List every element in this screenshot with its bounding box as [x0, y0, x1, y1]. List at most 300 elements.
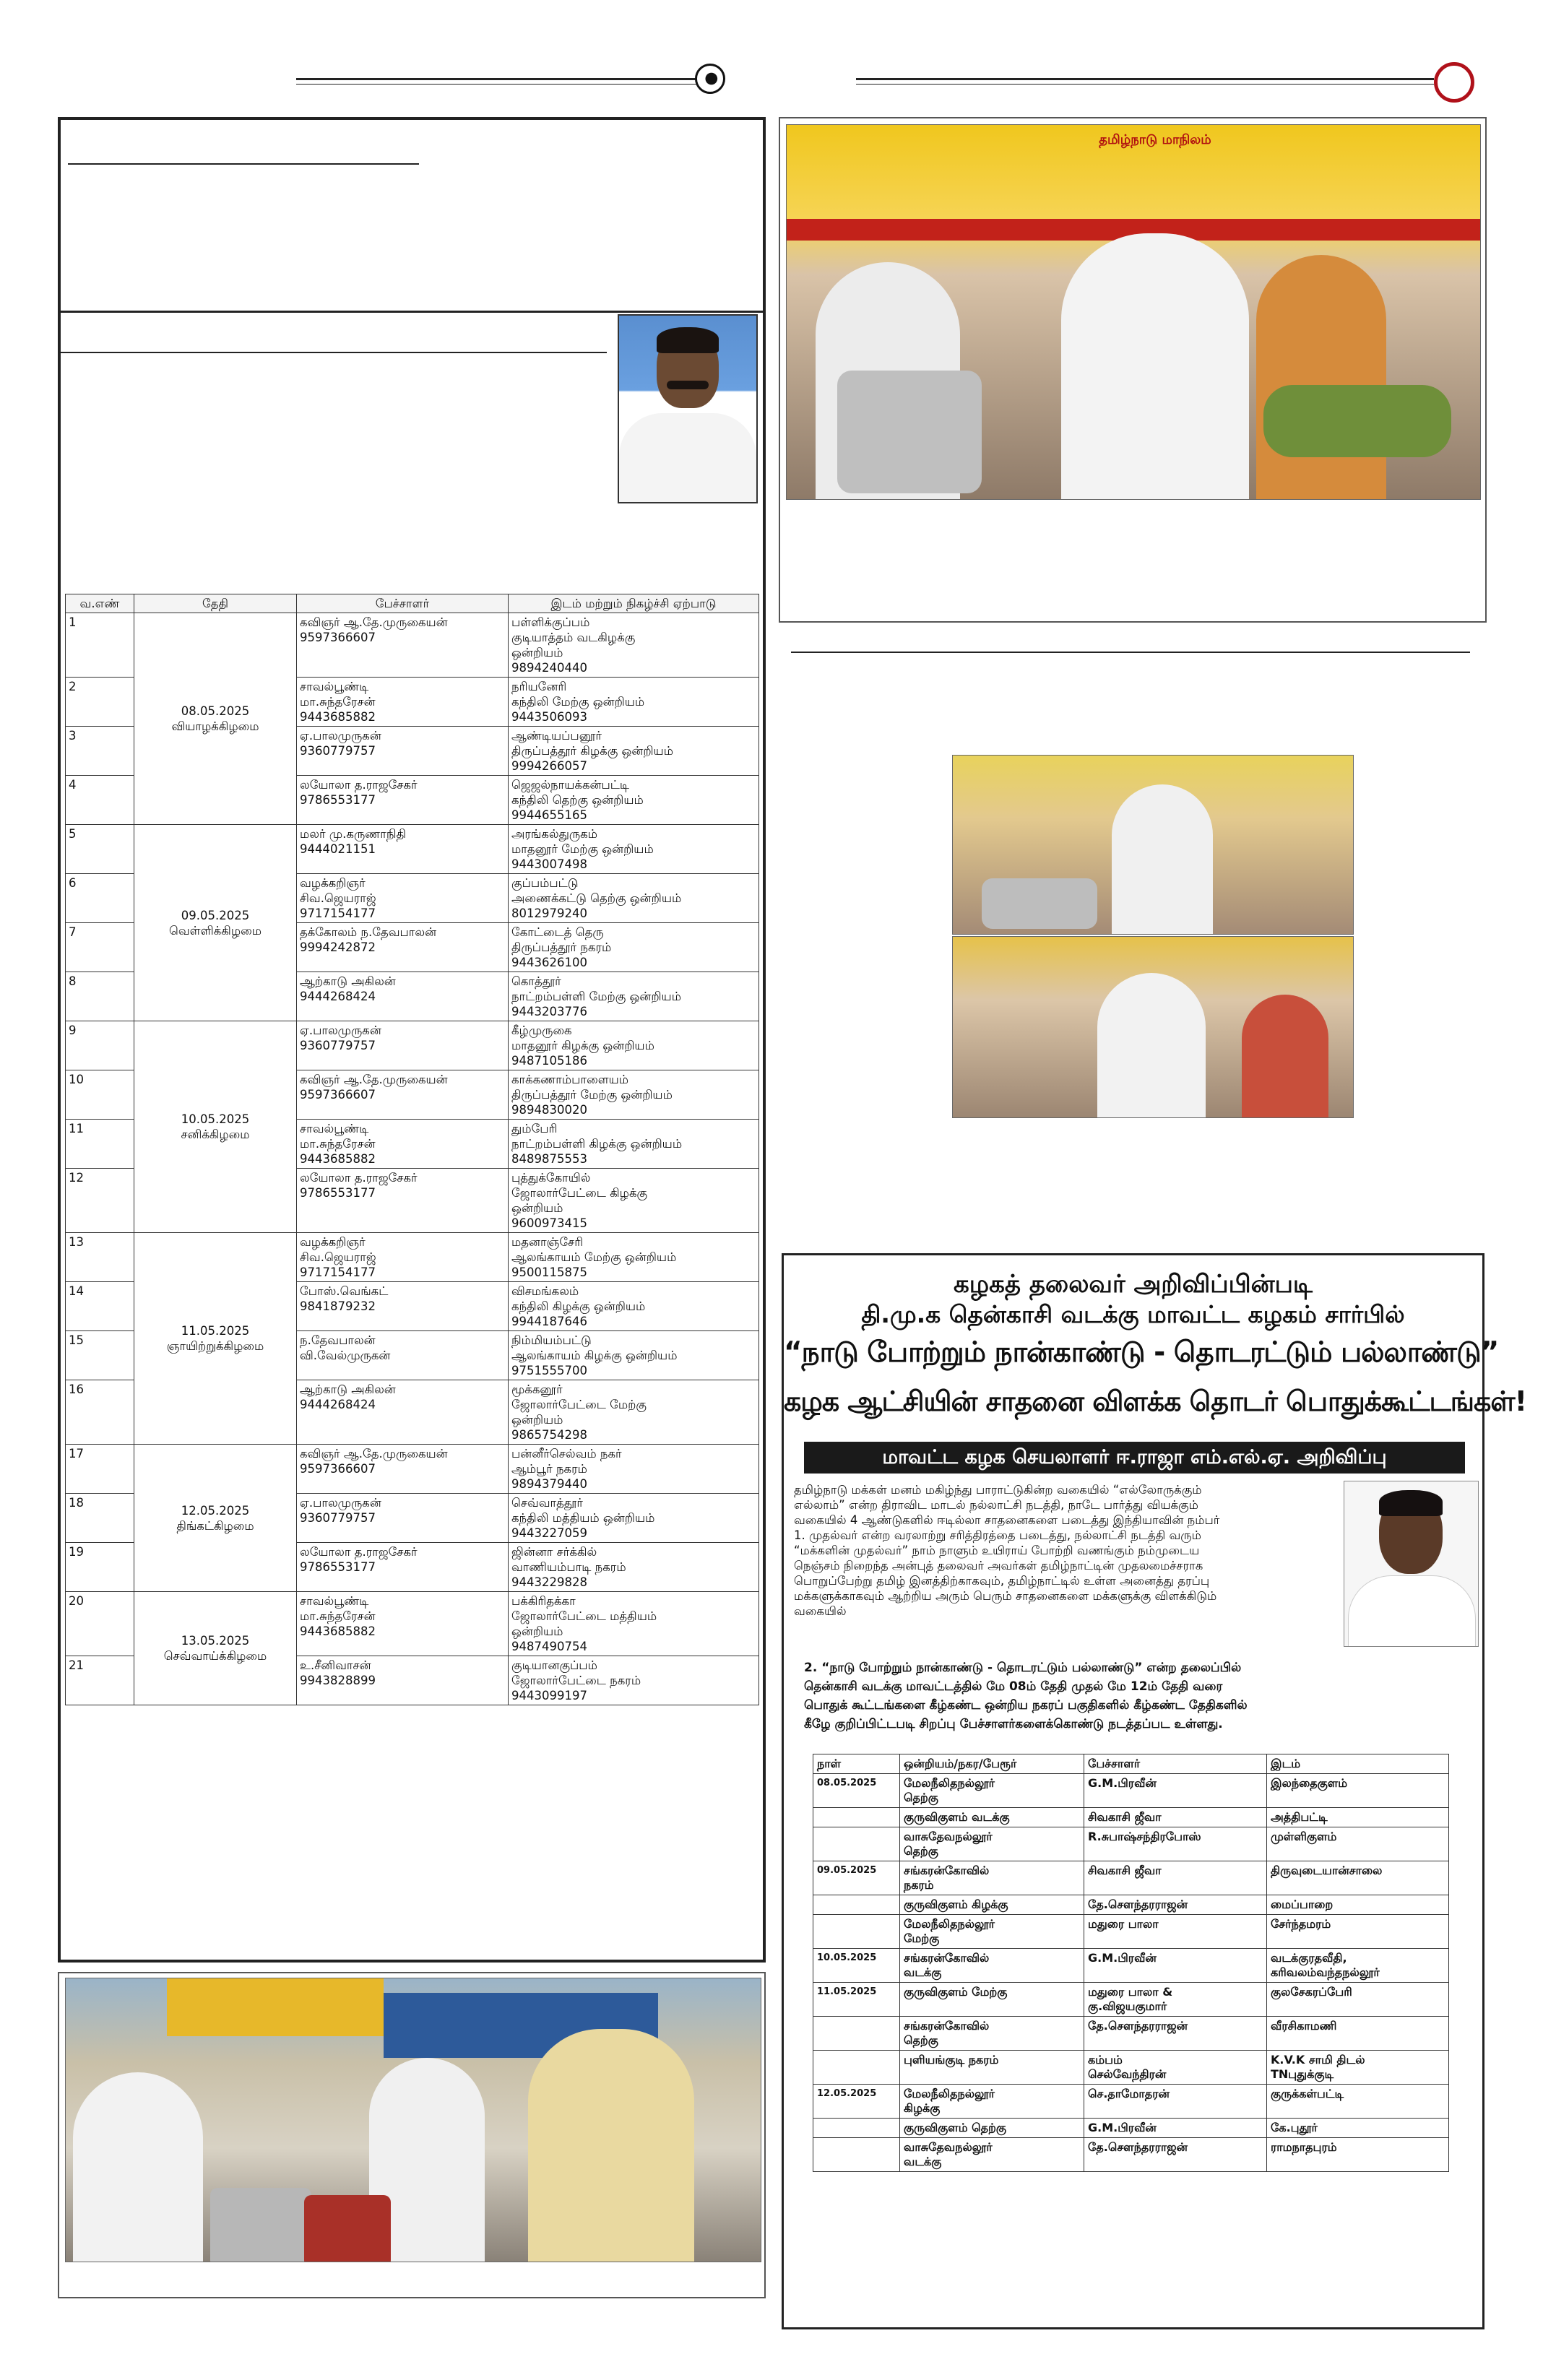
prog-union — [900, 1861, 1084, 1895]
notice-portrait-hair — [1379, 1490, 1443, 1516]
row-speaker — [297, 1543, 509, 1592]
cell-line: G.M.பிரவீன் — [1088, 1776, 1157, 1790]
row-serial: 12 — [66, 1169, 134, 1233]
prog-date: 12.05.2025 — [813, 2085, 900, 2119]
masthead-ring-icon — [1434, 62, 1474, 103]
cell-line: 9443203776 — [511, 1005, 587, 1018]
cell-line: நிம்மியம்பட்டு — [511, 1333, 592, 1347]
row-date — [134, 825, 297, 1021]
row-place — [509, 874, 759, 923]
cell-line: திருப்பத்தூர் நகரம் — [511, 940, 612, 954]
prog-col-speaker: பேச்சாளர் — [1084, 1754, 1267, 1774]
prog-place — [1267, 2051, 1449, 2085]
portrait-hair — [657, 327, 719, 353]
row-speaker — [297, 1445, 509, 1494]
cell-line: 9443685882 — [300, 1624, 376, 1638]
cell-line: கவிஞர் ஆ.தே.முருகையன் — [300, 1447, 448, 1461]
cell-line: 9500115875 — [511, 1265, 587, 1279]
cell-line: புளியங்குடி நகரம் — [904, 2053, 999, 2067]
person-yellow-shirt — [528, 2029, 694, 2262]
cell-line: ஜோலார்பேட்டை மேற்கு — [511, 1398, 647, 1411]
cell-line: R.சுபாஷ்சந்திரபோஸ் — [1088, 1830, 1201, 1843]
cell-line: தே.சௌந்தரராஜன் — [1088, 2140, 1188, 2154]
cell-line: 9786553177 — [300, 1186, 376, 1200]
row-serial: 19 — [66, 1543, 134, 1592]
cell-line: கரிவலம்வந்தநல்லூர் — [1271, 1965, 1380, 1979]
program-row — [813, 1983, 1449, 2017]
notice-paragraph-1 — [794, 1482, 1219, 1619]
portrait-mustache — [667, 381, 709, 389]
prog-speaker — [1084, 2138, 1267, 2172]
row-place — [509, 825, 759, 874]
cell-line: வாசுதேவநல்லூர் — [904, 2140, 993, 2154]
prog-speaker — [1084, 1915, 1267, 1949]
prog-place — [1267, 1827, 1449, 1861]
cell-line: வடக்குரதவீதி, — [1271, 1951, 1347, 1965]
cell-line: கொத்தூர் — [511, 974, 561, 988]
prog-date: 10.05.2025 — [813, 1949, 900, 1983]
row-speaker — [297, 1120, 509, 1169]
cell-line: 9487490754 — [511, 1640, 587, 1653]
cell-line: குருவிகுளம் தெற்கு — [904, 2121, 1007, 2134]
schedule-header-row — [66, 594, 759, 613]
cell-line: 9443229828 — [511, 1575, 587, 1589]
program-row — [813, 2051, 1449, 2085]
cell-line: சேர்ந்தமரம் — [1271, 1917, 1331, 1931]
masthead-rule-left — [296, 78, 697, 80]
cell-line: திருவுடையான்சாலை — [1271, 1864, 1383, 1877]
cell-line: செவ்வாத்தூர் — [511, 1496, 583, 1510]
cell-line: பள்ளிக்குப்பம் — [511, 615, 590, 629]
prog-place — [1267, 1861, 1449, 1895]
notice-line2: தி.மு.க தென்காசி வடக்கு மாவட்ட கழகம் சார்பில் — [861, 1300, 1405, 1328]
cell-line: மேலநீலிதநல்லூர் — [904, 2087, 995, 2100]
cell-line: தென்காசி வடக்கு மாவட்டத்தில் மே 08ம் தேதி முதல் மே 12ம் தேதி வரை — [804, 1679, 1223, 1694]
row-serial: 15 — [66, 1331, 134, 1380]
program-row — [813, 1827, 1449, 1861]
cell-line: செல்வேந்திரன் — [1088, 2067, 1167, 2081]
cell-line: லயோலா த.ராஜசேகர் — [300, 778, 418, 792]
mid-photo-bottom-figure — [1097, 973, 1206, 1117]
prog-date: 08.05.2025 — [813, 1774, 900, 1808]
bottom-left-photo — [65, 1978, 761, 2262]
cell-line: மதுரை பாலா & — [1088, 1985, 1173, 1999]
cell-line: “மக்களின் முதல்வர்” நாம் நாளும் உயிராய் போற்றி வணங்கும் நம்முடைய — [794, 1544, 1200, 1557]
cell-line: சனிக்கிழமை — [181, 1128, 250, 1141]
prog-place — [1267, 1983, 1449, 2017]
prog-date — [813, 2138, 900, 2172]
cell-line: மலர் மு.கருணாநிதி — [300, 827, 407, 841]
cell-line: சாவல்பூண்டி — [300, 680, 369, 693]
cell-line: 9994242872 — [300, 940, 376, 954]
cell-line: TNபுதுக்குடி — [1271, 2067, 1334, 2081]
cell-line: 9944655165 — [511, 808, 587, 822]
row-date — [134, 1445, 297, 1592]
mid-photo-top-vessels — [982, 878, 1097, 929]
prog-date — [813, 2017, 900, 2051]
prog-union — [900, 2138, 1084, 2172]
cell-line: தெற்கு — [904, 1791, 938, 1804]
cell-line: தெற்கு — [904, 2033, 938, 2047]
cell-line: மாதனூர் கிழக்கு ஒன்றியம் — [511, 1039, 654, 1052]
cell-line: 9894240440 — [511, 661, 587, 675]
cell-line: ஒன்றியம் — [511, 1624, 563, 1638]
headline-rule — [68, 163, 419, 165]
large-steel-vessel — [837, 371, 982, 493]
vegetable-basket — [1263, 385, 1451, 457]
cell-line: குருக்கள்பட்டி — [1271, 2087, 1344, 2100]
cell-line: மைப்பாறை — [1271, 1897, 1334, 1911]
cell-line: 9597366607 — [300, 1462, 376, 1476]
schedule-row — [66, 1445, 759, 1494]
cell-line: வழக்கறிஞர் — [300, 876, 366, 890]
prog-speaker — [1084, 1895, 1267, 1915]
cell-line: மக்களுக்காகவும் ஆற்றிய அரும் பெரும் சாதனைகளை மக்களுக்கு விளக்கிடும் — [794, 1589, 1217, 1603]
cell-line: வாணியம்பாடி நகரம் — [511, 1560, 626, 1574]
cell-line: நரியனேரி — [511, 680, 567, 693]
program-row — [813, 2085, 1449, 2119]
cell-line: கம்பம் — [1088, 2053, 1123, 2067]
cell-line: திங்கட்கிழமை — [176, 1518, 254, 1533]
prog-date — [813, 2119, 900, 2138]
program-row — [813, 1895, 1449, 1915]
prog-place — [1267, 1774, 1449, 1808]
cell-line: 9360779757 — [300, 744, 376, 758]
speaker-schedule-table — [65, 594, 759, 1705]
prog-speaker — [1084, 1827, 1267, 1861]
cell-line: 9751555700 — [511, 1364, 587, 1377]
cell-line: வடக்கு — [904, 2155, 942, 2168]
cell-line: செவ்வாய்க்கிழமை — [163, 1649, 267, 1663]
cell-line: சிவ.ஜெயராஜ் — [300, 1250, 376, 1264]
cell-line: தும்பேரி — [511, 1122, 558, 1135]
dmk-notice — [782, 1253, 1526, 2329]
cell-line: 9443227059 — [511, 1526, 587, 1540]
prog-date — [813, 1827, 900, 1861]
cell-line: சங்கரன்கோவில் — [904, 1864, 990, 1877]
row-place — [509, 1543, 759, 1592]
col-header-serial: வ.எண் — [66, 594, 134, 613]
cell-line: வீரசிகாமணி — [1271, 2019, 1337, 2033]
prog-date: 09.05.2025 — [813, 1861, 900, 1895]
cell-line: ஒன்றியம் — [511, 1413, 563, 1427]
cell-line: முள்ளிகுளம் — [1271, 1830, 1337, 1843]
cell-line: சாவல்பூண்டி — [300, 1594, 369, 1608]
row-serial: 20 — [66, 1592, 134, 1656]
prog-speaker — [1084, 1949, 1267, 1983]
cell-line: 9360779757 — [300, 1039, 376, 1052]
cell-line: காக்கணாம்பாளையம் — [511, 1073, 629, 1086]
cell-line: சங்கரன்கோவில் — [904, 2019, 990, 2033]
cell-line: உ.சீனிவாசன் — [300, 1658, 371, 1672]
cell-line: G.M.பிரவீன் — [1088, 2121, 1157, 2134]
program-header-row — [813, 1754, 1449, 1774]
cell-line: தக்கோலம் ந.தேவபாலன் — [300, 925, 437, 939]
cell-line: சிவகாசி ஜீவா — [1088, 1864, 1162, 1877]
cell-line: மதனாஞ்சேரி — [511, 1235, 584, 1249]
mid-photo-bottom-woman — [1242, 995, 1328, 1117]
row-place — [509, 1021, 759, 1070]
row-date — [134, 613, 297, 825]
prog-union — [900, 1949, 1084, 1983]
row-serial: 18 — [66, 1494, 134, 1543]
cell-line: 2. “நாடு போற்றும் நான்காண்டு - தொடரட்டும் பல்லாண்டு” என்ற தலைப்பில் — [804, 1661, 1242, 1675]
prog-union — [900, 1808, 1084, 1827]
prog-date: 11.05.2025 — [813, 1983, 900, 2017]
cell-line: 09.05.2025 — [181, 908, 250, 922]
cell-line: அரங்கல்துருகம் — [511, 827, 597, 841]
cell-line: கவிஞர் ஆ.தே.முருகையன் — [300, 1073, 448, 1086]
row-speaker — [297, 678, 509, 727]
row-serial: 2 — [66, 678, 134, 727]
cell-line: சிவகாசி ஜீவா — [1088, 1810, 1162, 1824]
cell-line: ஆற்காடு அகிலன் — [300, 1382, 396, 1396]
cell-line: வடக்கு — [904, 1965, 942, 1979]
row-speaker — [297, 1233, 509, 1282]
program-row — [813, 2017, 1449, 2051]
prog-col-date: நாள் — [813, 1754, 900, 1774]
cell-line: கு.விஜயகுமார் — [1088, 1999, 1167, 2013]
cell-line: 9443685882 — [300, 710, 376, 724]
cell-line: 9443506093 — [511, 710, 587, 724]
cell-line: 9717154177 — [300, 1265, 376, 1279]
cell-line: ஜெஜல்நாயக்கன்பட்டி — [511, 778, 630, 792]
notice-line3: “நாடு போற்றும் நான்காண்டு - தொடரட்டும் பல்லாண்டு” — [784, 1336, 1499, 1369]
subhead-rule — [61, 352, 607, 353]
cell-line: லயோலா த.ராஜசேகர் — [300, 1545, 418, 1559]
cell-line: வி.வேல்முருகன் — [300, 1349, 391, 1362]
prog-place — [1267, 2017, 1449, 2051]
prog-union — [900, 1895, 1084, 1915]
prog-date — [813, 1895, 900, 1915]
prog-place — [1267, 1808, 1449, 1827]
cell-line: ஆற்காடு அகிலன் — [300, 974, 396, 988]
cell-line: நாட்றம்பள்ளி கிழக்கு ஒன்றியம் — [511, 1137, 683, 1151]
cell-line: ஞாயிற்றுக்கிழமை — [166, 1339, 264, 1353]
section-divider — [58, 311, 766, 313]
mid-right-photo-bottom — [952, 936, 1354, 1118]
program-row — [813, 1774, 1449, 1808]
cell-line: 9943828899 — [300, 1674, 376, 1687]
cell-line: மூக்கனூர் — [511, 1382, 563, 1396]
cell-line: கந்திலி கிழக்கு ஒன்றியம் — [511, 1299, 646, 1313]
cell-line: 08.05.2025 — [181, 704, 250, 718]
cell-line: 1. முதல்வர் என்ற வரலாற்று சரித்திரத்தை படைத்து, நல்லாட்சி நடத்தி வரும் — [794, 1528, 1201, 1542]
cell-line: இலந்தைகுளம் — [1271, 1776, 1348, 1790]
cell-line: மேலநீலிதநல்லூர் — [904, 1776, 995, 1790]
row-place — [509, 1169, 759, 1233]
cell-line: வழக்கறிஞர் — [300, 1235, 366, 1249]
cell-line: பன்னீர்செல்வம் நகர் — [511, 1447, 622, 1461]
mid-photo-top-figure — [1112, 784, 1213, 935]
row-place — [509, 1282, 759, 1331]
cell-line: 9994266057 — [511, 759, 587, 773]
prog-union — [900, 2119, 1084, 2138]
cell-line: 9444021151 — [300, 842, 376, 856]
prog-speaker — [1084, 2119, 1267, 2138]
row-speaker — [297, 776, 509, 825]
row-serial: 7 — [66, 923, 134, 972]
cell-line: குருவிகுளம் மேற்கு — [904, 1985, 1008, 1999]
prog-union — [900, 1827, 1084, 1861]
prog-col-place: இடம் — [1267, 1754, 1449, 1774]
cell-line: 9600973415 — [511, 1216, 587, 1230]
person-white-shirt-1 — [73, 2072, 203, 2262]
cell-line: குருவிகுளம் வடக்கு — [904, 1810, 1010, 1824]
row-place — [509, 972, 759, 1021]
cell-line: கோட்டைத் தெரு — [511, 925, 604, 939]
cell-line: ஒன்றியம் — [511, 1201, 563, 1215]
cell-line: 9894379440 — [511, 1477, 587, 1491]
row-place — [509, 727, 759, 776]
cell-line: ஆம்பூர் நகரம் — [511, 1462, 587, 1476]
cell-line: ஆலங்காயம் கிழக்கு ஒன்றியம் — [511, 1349, 678, 1362]
cell-line: 9360779757 — [300, 1511, 376, 1525]
cell-line: விசமங்கலம் — [511, 1284, 579, 1298]
prog-place — [1267, 1915, 1449, 1949]
schedule-row — [66, 1592, 759, 1656]
prog-speaker — [1084, 2085, 1267, 2119]
party-emblem-icon — [695, 64, 725, 94]
cell-line: கிழக்கு — [904, 2101, 941, 2115]
cell-line: ஒன்றியம் — [511, 646, 563, 659]
cell-line: போஸ்.வெங்கட் — [300, 1284, 389, 1298]
row-place — [509, 1070, 759, 1120]
cell-line: மா.சுந்தரேசன் — [300, 695, 376, 709]
prog-union — [900, 2085, 1084, 2119]
row-speaker — [297, 1169, 509, 1233]
row-speaker — [297, 1592, 509, 1656]
cell-line: பொதுக் கூட்டங்களை கீழ்கண்ட ஒன்றிய நகரப் பகுதிகளில் கீழ்கண்ட தேதிகளில் — [804, 1698, 1248, 1713]
row-serial: 9 — [66, 1021, 134, 1070]
cell-line: மாதனூர் மேற்கு ஒன்றியம் — [511, 842, 654, 856]
cell-line: மா.சுந்தரேசன் — [300, 1137, 376, 1151]
cell-line: 9443007498 — [511, 857, 587, 871]
cell-line: அத்திபட்டி — [1271, 1810, 1328, 1824]
cell-line: பக்கிரிதக்கா — [511, 1594, 576, 1608]
row-serial: 11 — [66, 1120, 134, 1169]
cell-line: குலசேகரப்பேரி — [1271, 1985, 1352, 1999]
cell-line: G.M.பிரவீன் — [1088, 1951, 1157, 1965]
cell-line: 9443626100 — [511, 956, 587, 969]
cell-line: சங்கரன்கோவில் — [904, 1951, 990, 1965]
cell-line: 9597366607 — [300, 1088, 376, 1102]
cell-line: மா.சுந்தரேசன் — [300, 1609, 376, 1623]
cell-line: வியாழக்கிழமை — [171, 719, 259, 733]
cell-line: 9894830020 — [511, 1103, 587, 1117]
cell-line: ஆண்டியப்பனூர் — [511, 729, 602, 743]
portrait-shirt — [619, 413, 756, 502]
meeting-program-table — [813, 1754, 1449, 2172]
cell-line: திருப்பத்தூர் மேற்கு ஒன்றியம் — [511, 1088, 673, 1102]
prog-place — [1267, 2138, 1449, 2172]
cell-line: சிவ.ஜெயராஜ் — [300, 891, 376, 905]
cell-line: நகரம் — [904, 1878, 934, 1892]
row-speaker — [297, 1331, 509, 1380]
cell-line: குடியாத்தம் வடகிழக்கு — [511, 631, 636, 644]
notice-announcer-bar: மாவட்ட கழக செயலாளர் ஈ.ராஜா எம்.எல்.ஏ. அறிவிப்பு — [804, 1442, 1465, 1474]
cell-line: புத்துக்கோயில் — [511, 1171, 591, 1185]
program-row — [813, 1861, 1449, 1895]
row-serial: 1 — [66, 613, 134, 678]
row-place — [509, 1380, 759, 1445]
cell-line: குருவிகுளம் கிழக்கு — [904, 1897, 1008, 1911]
row-date — [134, 1592, 297, 1705]
row-serial: 16 — [66, 1380, 134, 1445]
cell-line: கீழே குறிப்பிட்டபடி சிறப்பு பேச்சாளர்களைக்கொண்டு நடத்தப்பட உள்ளது. — [804, 1717, 1223, 1731]
cell-line: ந.தேவபாலன் — [300, 1333, 376, 1347]
row-date — [134, 1021, 297, 1233]
cell-line: கந்திலி மேற்கு ஒன்றியம் — [511, 695, 645, 709]
cell-line: வாசுதேவநல்லூர் — [904, 1830, 993, 1843]
cell-line: ஏ.பாலமுருகன் — [300, 729, 381, 743]
cell-line: 9786553177 — [300, 1560, 376, 1574]
row-speaker — [297, 613, 509, 678]
prog-place — [1267, 1949, 1449, 1983]
prog-speaker — [1084, 1774, 1267, 1808]
cell-line: வகையில் 4 ஆண்டுகளில் ஈடில்லா சாதனைகளை படைத்து இந்தியாவின் நம்பர் — [794, 1513, 1220, 1527]
notice-portrait — [1344, 1481, 1479, 1647]
cell-line: 8012979240 — [511, 906, 587, 920]
cell-line: தே.சௌந்தரராஜன் — [1088, 2019, 1188, 2033]
row-serial: 4 — [66, 776, 134, 825]
cell-line: 11.05.2025 — [181, 1324, 250, 1338]
cell-line: 9443685882 — [300, 1152, 376, 1166]
cell-line: 9944187646 — [511, 1315, 587, 1328]
row-serial: 10 — [66, 1070, 134, 1120]
cell-line: மதுரை பாலா — [1088, 1917, 1159, 1931]
prog-speaker — [1084, 1983, 1267, 2017]
row-place — [509, 923, 759, 972]
row-place — [509, 1233, 759, 1282]
cell-line: ஜின்னா சர்க்கில் — [511, 1545, 597, 1559]
prog-col-union: ஒன்றியம்/நகர/பேரூர் — [900, 1754, 1084, 1774]
row-place — [509, 1592, 759, 1656]
top-right-photo — [786, 124, 1481, 500]
prog-speaker — [1084, 1861, 1267, 1895]
row-place — [509, 613, 759, 678]
cell-line: 10.05.2025 — [181, 1112, 250, 1126]
cell-line: கே.புதூர் — [1271, 2121, 1318, 2134]
cell-line: 9444268424 — [300, 1398, 376, 1411]
cell-line: குடியானகுப்பம் — [511, 1658, 597, 1672]
col-header-speaker: பேச்சாளர் — [297, 594, 509, 613]
cell-line: ஜோலார்பேட்டை மத்தியம் — [511, 1609, 657, 1623]
row-place — [509, 776, 759, 825]
cell-line: ஜோலார்பேட்டை கிழக்கு — [511, 1186, 648, 1200]
row-serial: 5 — [66, 825, 134, 874]
cell-line: 9717154177 — [300, 906, 376, 920]
cell-line: 9865754298 — [511, 1428, 587, 1442]
row-speaker — [297, 727, 509, 776]
shop-sign — [167, 1978, 384, 2036]
cell-line: கீழ்முருகை — [511, 1024, 572, 1037]
row-serial: 21 — [66, 1656, 134, 1705]
cell-line: திருப்பத்தூர் கிழக்கு ஒன்றியம் — [511, 744, 673, 758]
prog-union — [900, 1915, 1084, 1949]
row-place — [509, 1120, 759, 1169]
row-speaker — [297, 1656, 509, 1705]
cell-line: செ.தாமோதரன் — [1088, 2087, 1170, 2100]
program-row — [813, 2119, 1449, 2138]
food-vessel — [210, 2188, 311, 2262]
schedule-row — [66, 1233, 759, 1282]
row-place — [509, 1656, 759, 1705]
cell-line: பொறுப்பேற்று தமிழ் இனத்திற்காகவும், தமிழ்நாட்டில் உள்ள அனைத்து தரப்பு — [794, 1574, 1210, 1588]
leader-white-shirt — [1061, 233, 1249, 500]
cell-line: மேலநீலிதநல்லூர் — [904, 1917, 995, 1931]
right-column-divider — [791, 652, 1470, 653]
